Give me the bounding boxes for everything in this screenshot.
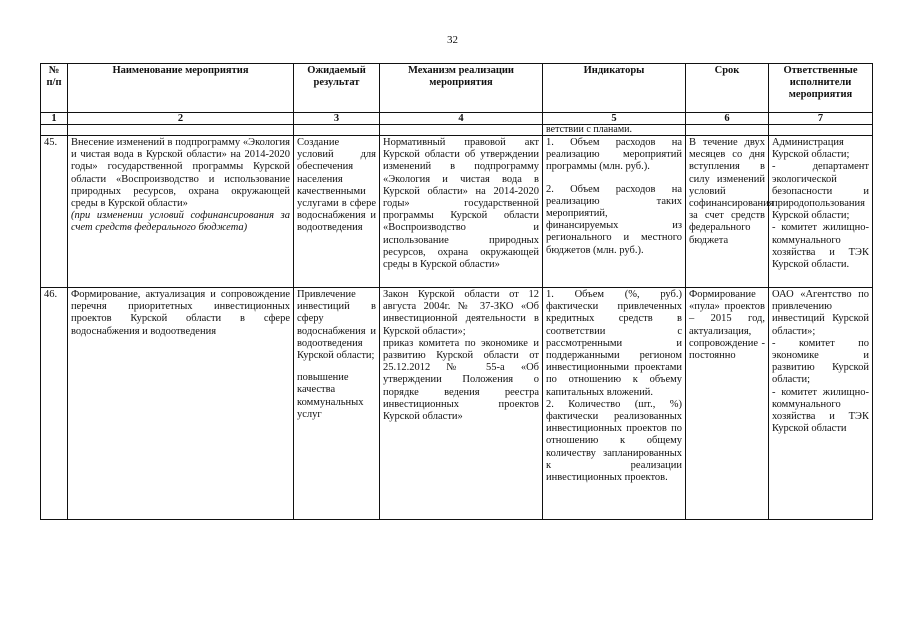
header-mechanism: Механизм реализации мероприятия [380, 64, 543, 113]
header-result: Ожидаемый результат [294, 64, 380, 113]
header-term: Срок [686, 64, 769, 113]
indicators-cell [543, 288, 686, 520]
column-number-row [41, 113, 873, 125]
responsible-item: - комитет по экономике и развитию Курской области; [772, 337, 869, 386]
term: В течение двух месяцев со дня вступления в силу изменений условий софинансирования за счет средств федерального бюджета [686, 136, 769, 288]
indicators-cell [543, 136, 686, 288]
responsible-item: - департамент экологической безопасности и природопользования Курской области; [772, 161, 869, 222]
responsible-item: Администрация Курской области; [772, 137, 850, 161]
column-number: 6 [686, 113, 769, 125]
continuation-indicators: ветствии с планами. [543, 125, 686, 136]
expected-result: Создание условий для обеспечения населения качественными услугами в сфере водоснабжения и водоотведения [294, 136, 380, 288]
table-row [41, 288, 873, 520]
table-row [41, 136, 873, 288]
indicator: 1. Объем расходов на реализацию мероприятий программы (млн. руб.). [546, 137, 682, 173]
column-number: 1 [41, 113, 68, 125]
responsible-cell [769, 288, 873, 520]
column-number: 2 [68, 113, 294, 125]
term: Формирование «пула» проектов – 2015 год, актуализация, сопровождение - постоянно [686, 288, 769, 520]
responsible-cell [769, 136, 873, 288]
mechanism-cell [380, 288, 543, 520]
mechanism: Закон Курской области от 12 августа 2004г. № 37-ЗКО «Об инвестиционной деятельности в Курской области»; [383, 289, 539, 337]
header-responsible: Ответственные исполнители мероприятия [769, 64, 873, 113]
expected-result: повышение качества коммунальных услуг [297, 372, 364, 420]
header-row [41, 64, 873, 113]
responsible-item: - комитет жилищно-коммунального хозяйства и ТЭК Курской области. [772, 222, 869, 271]
header-num: № п/п [41, 64, 68, 113]
measures-table [40, 63, 873, 520]
column-number: 4 [380, 113, 543, 125]
indicator: 1. Объем (%, руб.) фактически привлеченных кредитных средств в соответствии с рассмотренными и поддержанными регионом инвестиционными проектами по отношению к объему капитальных вложений. [546, 289, 682, 398]
indicator: 2. Объем расходов на реализацию таких мероприятий, финансируемых из регионального и местного бюджетов (млн. руб.). [546, 183, 682, 256]
expected-result: Привлечение инвестиций в сферу водоснабжения и водоотведения Курской области; [297, 289, 376, 362]
column-number: 5 [543, 113, 686, 125]
column-number: 3 [294, 113, 380, 125]
header-name: Наименование мероприятия [68, 64, 294, 113]
responsible-item: ОАО «Агентство по привлечению инвестиций Курской области»; [772, 289, 869, 337]
row-number: 45. [41, 136, 68, 288]
continuation-row [41, 125, 873, 136]
mechanism: приказ комитета по экономике и развитию Курской области от 25.12.2012 № 55-а «Об утверждении Положения о порядке ведения реестра инвестиционных проектов Курской области» [383, 337, 539, 423]
indicator: 2. Количество (шт., %) фактически реализованных инвестиционных проектов по отношению к общему количеству запланированных к реализации инвестиционных проектов. [546, 398, 682, 484]
responsible-item: - комитет жилищно-коммунального хозяйства и ТЭК Курской области [772, 386, 869, 435]
measure-name-cell [68, 136, 294, 288]
header-indicators: Индикаторы [543, 64, 686, 113]
measure-name: Формирование, актуализация и сопровождение перечня приоритетных инвестиционных проектов Курской области в сфере водоснабжения и водоотведения [68, 288, 294, 520]
row-number: 46. [41, 288, 68, 520]
page-number: 32 [447, 34, 458, 46]
column-number: 7 [769, 113, 873, 125]
mechanism: Нормативный правовой акт Курской области об утверждении изменений в подпрограмму «Экология и чистая вода в Курской области» на 2014-2020 годы» государственной программы Курской области «Воспроизводство и использование природных ресурсов, охрана окружающей среды в Курской области» [380, 136, 543, 288]
measure-name: Внесение изменений в подпрограмму «Экология и чистая вода в Курской области» на 2014-2020 годы» государственной программы Курской области «Воспроизводство и использование природных ресурсов, охрана окружающей среды в Курской области» [71, 137, 290, 210]
expected-result-cell [294, 288, 380, 520]
measure-note: (при изменении условий софинансирования за счет средств федерального бюджета) [71, 210, 290, 234]
